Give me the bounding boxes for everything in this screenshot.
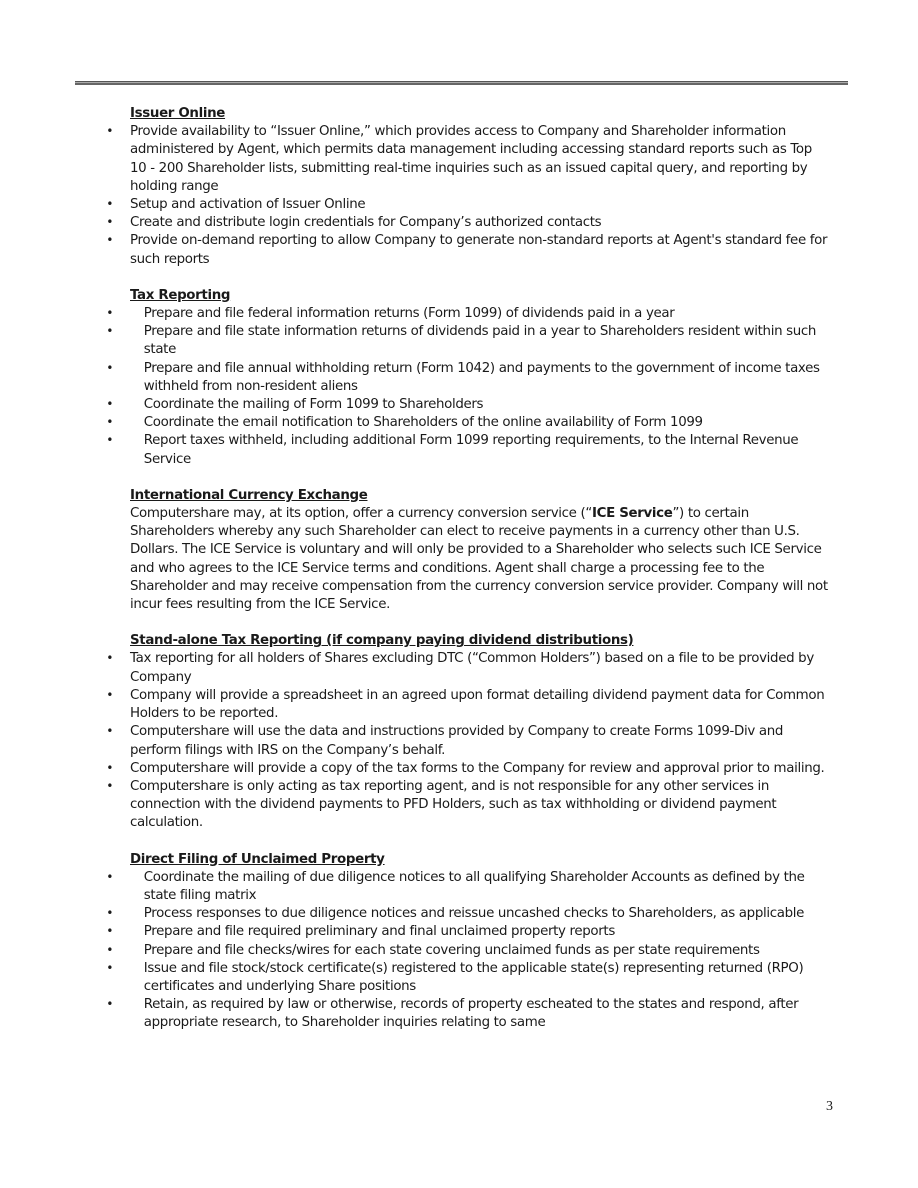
list-item: • Report taxes withheld, including additional Form 1099 reporting requirements, to the Internal Revenue Service [104, 431, 829, 467]
bullet-list [104, 868, 829, 1032]
list-item: • Provide availability to “Issuer Online,” which provides access to Company and Shareholder information administered by Agent, which permits data management including accessing standard reports such as Top 10 - 200 Shareholder lists, submitting real-time inquiries such as an issued capital query, and reporting by holding range [104, 122, 829, 195]
paragraph-text: Computershare may, at its option, offer a currency conversion service (“ [130, 505, 592, 522]
list-item: • Tax reporting for all holders of Shares excluding DTC (“Common Holders”) based on a file to be provided by Company [104, 649, 829, 685]
list-item: • Create and distribute login credentials for Company’s authorized contacts [104, 213, 829, 231]
list-item: • Prepare and file annual withholding return (Form 1042) and payments to the government of income taxes withheld from non-resident aliens [104, 359, 829, 395]
bullet-list [104, 122, 829, 268]
section-paragraph [130, 504, 829, 613]
section-heading: Direct Filing of Unclaimed Property [130, 850, 385, 867]
list-item: • Coordinate the mailing of due diligence notices to all qualifying Shareholder Accounts as defined by the state filing matrix [104, 868, 829, 904]
ice-service-term: ICE Service [591, 505, 673, 522]
list-item: • Prepare and file required preliminary and final unclaimed property reports [104, 922, 829, 940]
paragraph-text: ”) to certain Shareholders whereby any such Shareholder can elect to receive payments in a currency other than U.S. Dollars. The ICE Service is voluntary and will only be provided to a Shareholder who selects such ICE Service and who agrees to the ICE Service terms and conditions. Agent shall charge a processing fee to the Shareholder and may receive compensation from the currency conversion service provider. Company will not incur fees resulting from the ICE Service. [130, 505, 828, 613]
list-item: • Computershare is only acting as tax reporting agent, and is not responsible for any other services in connection with the dividend payments to PFD Holders, such as tax withholding or dividend payment calculation. [104, 777, 829, 832]
list-item: • Coordinate the email notification to Shareholders of the online availability of Form 1099 [104, 413, 829, 431]
list-item: • Prepare and file state information returns of dividends paid in a year to Shareholders resident within such state [104, 322, 829, 358]
list-item: • Company will provide a spreadsheet in an agreed upon format detailing dividend payment data for Common Holders to be reported. [104, 686, 829, 722]
list-item: • Prepare and file federal information returns (Form 1099) of dividends paid in a year [104, 304, 829, 322]
section-standalone-tax-reporting [130, 631, 829, 831]
list-item: • Process responses to due diligence notices and reissue uncashed checks to Shareholders, as applicable [104, 904, 829, 922]
section-heading: International Currency Exchange [130, 486, 368, 503]
list-item: • Setup and activation of Issuer Online [104, 195, 829, 213]
section-heading: Issuer Online [130, 105, 226, 121]
list-item: • Computershare will provide a copy of the tax forms to the Company for review and approval prior to mailing. [104, 759, 829, 777]
list-item: • Prepare and file checks/wires for each state covering unclaimed funds as per state requirements [104, 941, 829, 959]
page-number: 3 [826, 1099, 833, 1114]
list-item: • Issue and file stock/stock certificate(s) registered to the applicable state(s) representing returned (RPO) certificates and underlying Share positions [104, 959, 829, 995]
bullet-list [104, 649, 829, 831]
section-tax-reporting [130, 286, 829, 468]
bullet-list [104, 304, 829, 468]
list-item: • Retain, as required by law or otherwise, records of property escheated to the states and respond, after appropriate research, to Shareholder inquiries relating to same [104, 995, 829, 1031]
top-rule-divider [75, 81, 848, 85]
list-item: • Computershare will use the data and instructions provided by Company to create Forms 1099-Div and perform filings with IRS on the Company’s behalf. [104, 722, 829, 758]
section-heading: Stand-alone Tax Reporting (if company paying dividend distributions) [130, 632, 634, 649]
list-item: • Provide on-demand reporting to allow Company to generate non-standard reports at Agent's standard fee for such reports [104, 231, 829, 267]
section-issuer-online [130, 104, 829, 268]
list-item: • Coordinate the mailing of Form 1099 to Shareholders [104, 395, 829, 413]
section-heading: Tax Reporting [130, 286, 231, 303]
section-unclaimed-property [130, 850, 829, 1032]
document-body [130, 104, 829, 1050]
section-international-currency-exchange [130, 486, 829, 613]
